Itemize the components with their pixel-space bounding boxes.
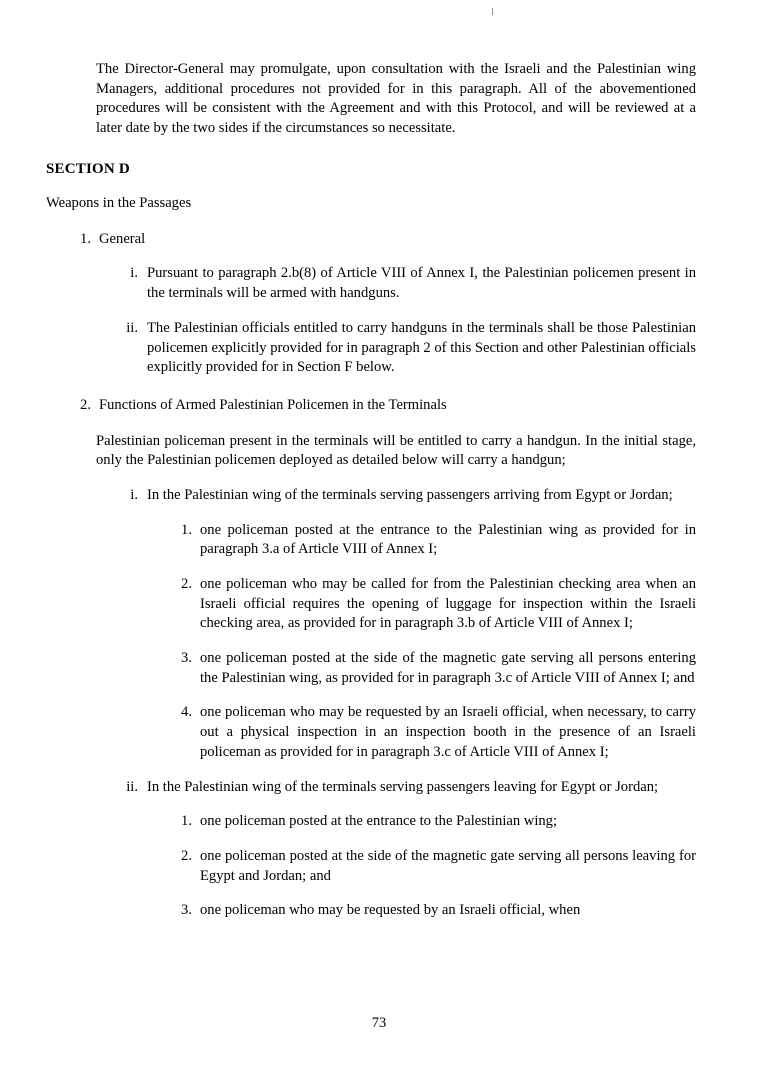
list-item xyxy=(73,396,696,416)
list-marker: ii. xyxy=(126,319,138,336)
list-item xyxy=(174,575,696,634)
list-item xyxy=(174,521,696,560)
list-item-text: one policeman who may be called for from the Palestinian checking area when an Israeli official requires the opening of luggage for inspection within the Israeli checking area, as provided for in paragraph 3.b of Article VIII of Annex I; xyxy=(200,576,696,632)
list-item-text: one policeman who may be requested by an Israeli official, when xyxy=(200,902,581,919)
list-item-text: In the Palestinian wing of the terminals serving passengers leaving for Egypt or Jordan; xyxy=(147,778,659,795)
list-marker: 4. xyxy=(181,704,192,721)
page-number: 73 xyxy=(371,1015,387,1031)
list-item xyxy=(174,847,696,886)
list-item xyxy=(174,649,696,688)
list-item xyxy=(174,703,696,762)
list-item-text: The Palestinian officials entitled to carry handguns in the terminals shall be those Palestinian policemen explicitly provided for in paragraph 2 of this Section and other Palestinian officials explicitly provided for in Section F below. xyxy=(147,319,696,376)
list-marker: 1. xyxy=(181,813,192,830)
list-marker: 3. xyxy=(181,902,192,919)
list-item-text: one policeman posted at the side of the magnetic gate serving all persons entering the Palestinian wing, as provided for in paragraph 3.c of Article VIII of Annex I; and xyxy=(200,650,696,686)
list-marker: ii. xyxy=(126,778,138,795)
intro-paragraph: The Director-General may promulgate, upon consultation with the Israeli and the Palestinian wing Managers, additional procedures not provided for in this paragraph. All of the abovementioned procedures will be consistent with the Agreement and with this Protocol, and will be reviewed at a later date by the two sides if the circumstances so necessitate. xyxy=(96,61,696,137)
list-item xyxy=(73,230,696,250)
list-marker: 2. xyxy=(181,847,192,864)
list-item xyxy=(119,778,696,798)
list-item xyxy=(119,486,696,506)
item-lead-paragraph: Palestinian policeman present in the terminals will be entitled to carry a handgun. In the initial stage, only the Palestinian policemen deployed as detailed below will carry a handgun; xyxy=(96,432,696,469)
list-marker: 3. xyxy=(181,650,192,667)
list-marker: 2. xyxy=(80,396,91,413)
list-item-text: one policeman posted at the entrance to the Palestinian wing as provided for in paragraph 3.a of Article VIII of Annex I; xyxy=(200,521,696,558)
list-marker: 1. xyxy=(80,230,91,247)
list-marker: i. xyxy=(130,486,138,503)
list-item-text: one policeman who may be requested by an Israeli official, when necessary, to carry out a physical inspection in an inspection booth in the presence of an Israeli policeman as provided for in paragraph 3.c of Article VIII of Annex I; xyxy=(200,704,696,760)
list-item-text: General xyxy=(99,230,146,247)
page-edge-tick-mark xyxy=(492,8,493,15)
list-item-text: In the Palestinian wing of the terminals serving passengers arriving from Egypt or Jordan; xyxy=(147,486,673,503)
section-subtitle: Weapons in the Passages xyxy=(46,194,192,211)
list-item xyxy=(119,264,696,303)
list-item-text: one policeman posted at the entrance to the Palestinian wing; xyxy=(200,813,558,830)
list-item-text: one policeman posted at the side of the magnetic gate serving all persons leaving for Egypt and Jordan; and xyxy=(200,847,696,884)
list-item xyxy=(174,812,696,832)
list-item-text: Functions of Armed Palestinian Policemen in the Terminals xyxy=(99,396,447,413)
list-item-text: Pursuant to paragraph 2.b(8) of Article VIII of Annex I, the Palestinian policemen present in the terminals will be armed with handguns. xyxy=(147,265,696,302)
list-item xyxy=(174,901,696,921)
list-item xyxy=(119,319,696,378)
list-marker: i. xyxy=(130,265,138,282)
section-heading: SECTION D xyxy=(46,160,130,177)
list-marker: 2. xyxy=(181,576,192,592)
list-marker: 1. xyxy=(181,521,192,538)
